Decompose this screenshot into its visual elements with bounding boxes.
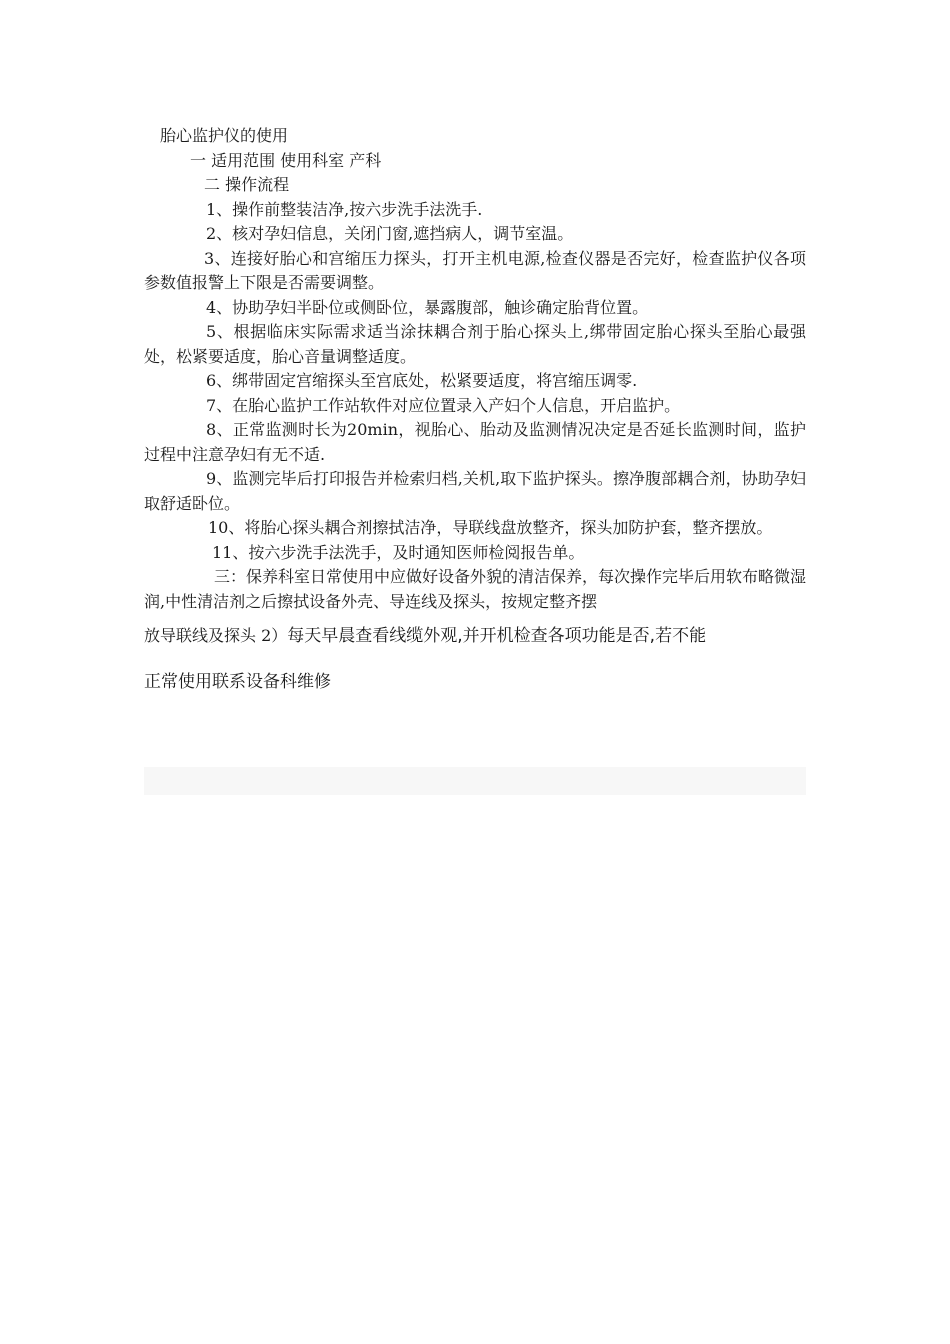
step-1: 1、操作前整装洁净,按六步洗手法洗手. xyxy=(206,199,483,219)
step-8: 8、正常监测时长为20min，视胎心、胎动及监测情况决定是否延长监测时间，监护过程中注意孕妇有无不适. xyxy=(144,420,806,464)
shaded-band xyxy=(144,767,806,795)
step-4: 4、协助孕妇半卧位或侧卧位，暴露腹部，触诊确定胎背位置。 xyxy=(206,297,649,317)
step-5: 5、根据临床实际需求适当涂抹耦合剂于胎心探头上,绑带固定胎心探头至胎心最强处，松紧要适度，胎心音量调整适度。 xyxy=(144,322,806,366)
maintenance-last-line: 正常使用联系设备科维修 xyxy=(144,672,331,692)
maintenance-tail-serif: 放导联线及探头 2） xyxy=(144,626,288,645)
step-3: 3、连接好胎心和宫缩压力探头，打开主机电源,检查仪器是否完好，检查监护仪各项参数值报警上下限是否需要调整。 xyxy=(144,248,806,292)
maintenance-continued xyxy=(144,620,806,652)
step-10: 10、将胎心探头耦合剂擦拭洁净，导联线盘放整齐，探头加防护套，整齐摆放。 xyxy=(208,518,773,537)
step-9: 9、监测完毕后打印报告并检索归档,关机,取下监护探头。擦净腹部耦合剂，协助孕妇取舒适卧位。 xyxy=(144,469,806,513)
maintenance-section xyxy=(144,565,806,698)
step-11: 11、按六步洗手法洗手，及时通知医师检阅报告单。 xyxy=(212,542,585,562)
maintenance-text: 三：保养科室日常使用中应做好设备外貌的清洁保养，每次操作完毕后用软布略微湿润,中性清洁剂之后擦拭设备外壳、导连线及探头，按规定整齐摆 xyxy=(144,567,807,611)
maintenance-tail-sans: 每天早晨查看线缆外观,并开机检查各项功能是否,若不能 xyxy=(287,626,707,646)
step-7: 7、在胎心监护工作站软件对应位置录入产妇个人信息，开启监护。 xyxy=(206,395,681,415)
document-title: 胎心监护仪的使用 xyxy=(160,126,289,145)
step-2: 2、核对孕妇信息，关闭门窗,遮挡病人，调节室温。 xyxy=(206,224,574,243)
section-procedure: 二 操作流程 xyxy=(204,175,290,194)
step-6: 6、绑带固定宫缩探头至宫底处，松紧要适度，将宫缩压调零. xyxy=(206,371,638,390)
document-body xyxy=(144,124,806,698)
section-scope: 一 适用范围 使用科室 产科 xyxy=(190,150,382,170)
